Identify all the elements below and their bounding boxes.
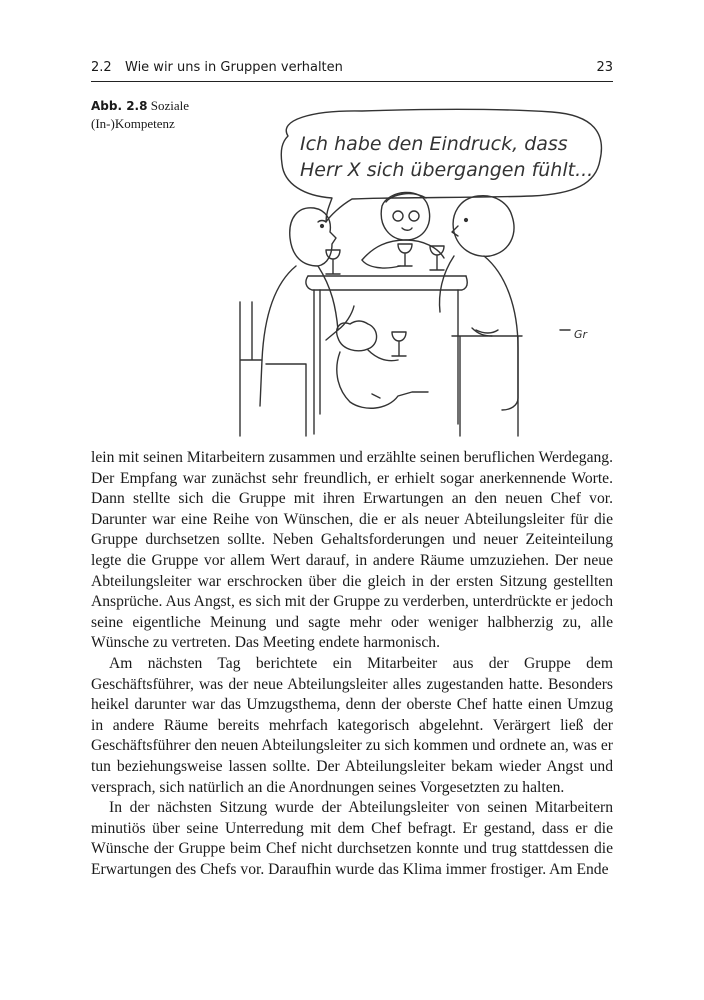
speech-line-2: Herr X sich übergangen fühlt... (300, 159, 594, 181)
figure-caption-text: Soziale (In-)Kompetenz (91, 98, 189, 131)
wine-glass-under-table (392, 332, 406, 356)
section-number: 2.2 (91, 60, 112, 75)
chair-left (240, 302, 262, 436)
paragraph-1: lein mit seinen Mitarbeitern zusammen und erzählte seinen beruflichen Werdegang. Der Empfang war zunächst sehr freundlich, er erhielt sogar anerkennende Worte. Dann stellte sich die Gruppe mit ihren Erwartungen an den neuen Chef vor. Darunter war eine Reihe von Wünschen, die er als neuer Abteilungsleiter für die Gruppe durchsetzen sollte. Neben Gehaltsforderungen und neuer Zeiteinteilung legte die Gruppe vor allem Wert darauf, in andere Räume umzuziehen. Der neue Abteilungsleiter war erschrocken über die gleich in der ersten Sitzung gestellten Ansprüche. Aus Angst, es sich mit der Gruppe zu verderben, unterdrückte er jedoch seine eigentliche Meinung und sagte mehr oder weniger halbherzig zu, alle Wünsche zu vertreten. Das Meeting endete harmonisch. (91, 449, 613, 652)
header-rule (91, 81, 613, 82)
running-header (91, 58, 613, 78)
artist-signature: Gr (574, 328, 588, 341)
speech-line-1: Ich habe den Eindruck, dass (300, 133, 568, 155)
table (306, 276, 467, 434)
person-right (440, 196, 518, 410)
body-text (91, 448, 613, 880)
chair-right (452, 336, 522, 436)
person-middle (362, 192, 444, 268)
cartoon-illustration (222, 98, 622, 438)
person-under-table (337, 321, 428, 408)
section-title: Wie wir uns in Gruppen verhalten (125, 60, 343, 75)
figure-label: Abb. 2.8 (91, 99, 148, 113)
paragraph-3: In der nächsten Sitzung wurde der Abteilungsleiter von seinen Mitarbeitern minutiös über seine Unterredung mit dem Chef befragt. Er gestand, dass er die Wünsche der Gruppe beim Chef nicht durchsetzen konnte und trug stattdessen die Erwartungen des Chefs vor. Daraufhin wurde das Klima immer frostiger. Am Ende (91, 799, 613, 878)
figure-caption (91, 97, 221, 133)
wine-glass-left (326, 250, 340, 274)
person-left (260, 208, 354, 436)
paragraph-2: Am nächsten Tag berichtete ein Mitarbeiter aus der Gruppe dem Geschäftsführer, was der neue Abteilungsleiter alles zugestanden hatte. Besonders heikel darunter war das Umzugsthema, denn der oberste Chef hatte einen Umzug in andere Räume bereits mehrfach kategorisch abgelehnt. Verärgert ließ der Geschäftsführer den neuen Abteilungsleiter zu sich kommen und ordnete an, was er tun beziehungsweise lassen sollte. Der Abteilungsleiter bekam wieder Angst und versprach, sich natürlich an die Anordnungen seines Vorgesetzten zu halten. (91, 654, 613, 796)
wine-glass-middle (398, 244, 412, 266)
page-number: 23 (596, 60, 613, 75)
